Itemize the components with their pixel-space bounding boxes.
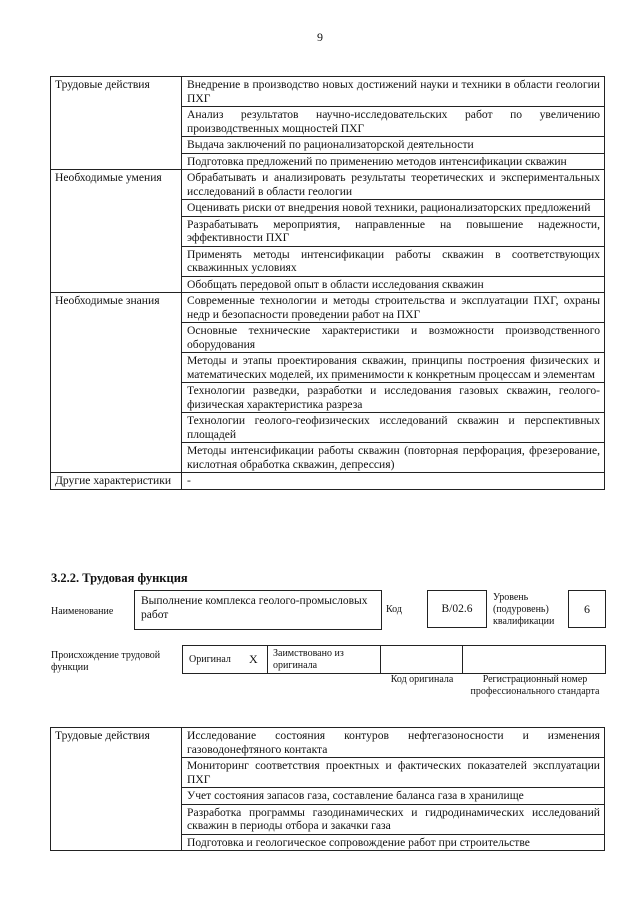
borrowed-box <box>267 645 382 674</box>
page-number: 9 <box>317 30 323 44</box>
table-row <box>51 170 605 200</box>
row-item: Подготовка и геологическое сопровождение работ при строительстве <box>182 834 605 851</box>
original-label: Оригинал <box>189 654 231 665</box>
row-item: Обобщать передовой опыт в области исследования скважин <box>182 276 605 293</box>
table-row <box>51 293 605 323</box>
table-row <box>51 473 605 490</box>
row-item: Обрабатывать и анализировать результаты теоретических и экспериментальных исследований в области геологии <box>182 170 605 200</box>
row-item: Анализ результатов научно-исследовательских работ по увеличению производственных мощностей ПХГ <box>182 107 605 137</box>
row-item: Внедрение в производство новых достижений науки и техники в области геологии ПХГ <box>182 77 605 107</box>
row-item: Технологии разведки, разработки и исследования газовых скважин, геолого-физическая характеристика разреза <box>182 383 605 413</box>
reg-number-caption: Регистрационный номер профессионального стандарта <box>470 674 600 697</box>
row-item: Применять методы интенсификации работы скважин в соответствующих скважинных условиях <box>182 246 605 276</box>
row-item: Мониторинг соответствия проектных и фактических показателей эксплуатации ПХГ <box>182 758 605 788</box>
table-row <box>51 728 605 758</box>
row-item: Разрабатывать мероприятия, направленные на повышение надежности, эффективности ПХГ <box>182 216 605 246</box>
row-item: Технологии геолого-геофизических исследований скважин и перспективных площадей <box>182 413 605 443</box>
origin-label: Происхождение трудовой функции <box>51 650 161 673</box>
row-item: Современные технологии и методы строительства и эксплуатации ПХГ, охраны недр и безопасности проведении работ на ПХГ <box>182 293 605 323</box>
level-label: Уровень (подуровень) квалификации <box>493 592 555 627</box>
borrowed-label: Заимствовано из оригинала <box>273 648 344 671</box>
section-heading: 3.2.2. Трудовая функция <box>51 571 188 585</box>
row-item: Оценивать риски от внедрения новой техники, рационализаторских предложений <box>182 200 605 217</box>
function-name-box <box>134 590 382 630</box>
row-label: Необходимые знания <box>51 293 182 473</box>
code-label: Код <box>386 604 402 615</box>
code-box <box>427 590 487 628</box>
row-label: Трудовые действия <box>51 77 182 170</box>
row-label: Необходимые умения <box>51 170 182 293</box>
row-label: Трудовые действия <box>51 728 182 851</box>
origin-code-caption: Код оригинала <box>390 674 454 685</box>
origin-code-box <box>380 645 464 674</box>
code-value: B/02.6 <box>441 603 473 615</box>
row-item: Учет состояния запасов газа, составление баланса газа в хранилище <box>182 788 605 805</box>
row-item: Исследование состояния контуров нефтегазоносности и изменения газоводонефтяного контакта <box>182 728 605 758</box>
row-item: Выдача заключений по рационализаторской деятельности <box>182 137 605 154</box>
function-name-value: Выполнение комплекса геолого-промысловых работ <box>141 595 368 621</box>
row-item: Методы и этапы проектирования скважин, принципы построения физических и математических моделей, их применимости к конкретным процессам и элементам <box>182 353 605 383</box>
row-item: Подготовка предложений по применению методов интенсификации скважин <box>182 153 605 170</box>
requirements-table <box>50 76 605 490</box>
row-item: - <box>182 473 605 490</box>
row-item: Разработка программы газодинамических и гидродинамических исследований скважин в периоды отбора и закачки газа <box>182 804 605 834</box>
labor-actions-table <box>50 727 605 851</box>
row-item: Основные технические характеристики и возможности производственного оборудования <box>182 323 605 353</box>
row-item: Методы интенсификации работы скважин (повторная перфорация, фрезерование, кислотная обработка скважин, депрессия) <box>182 443 605 473</box>
table-row <box>51 77 605 107</box>
level-value: 6 <box>584 602 590 616</box>
original-box <box>182 645 269 674</box>
level-box <box>568 590 606 628</box>
row-label: Другие характеристики <box>51 473 182 490</box>
reg-number-box <box>462 645 606 674</box>
original-mark: X <box>249 652 258 666</box>
name-label: Наименование <box>51 606 114 617</box>
